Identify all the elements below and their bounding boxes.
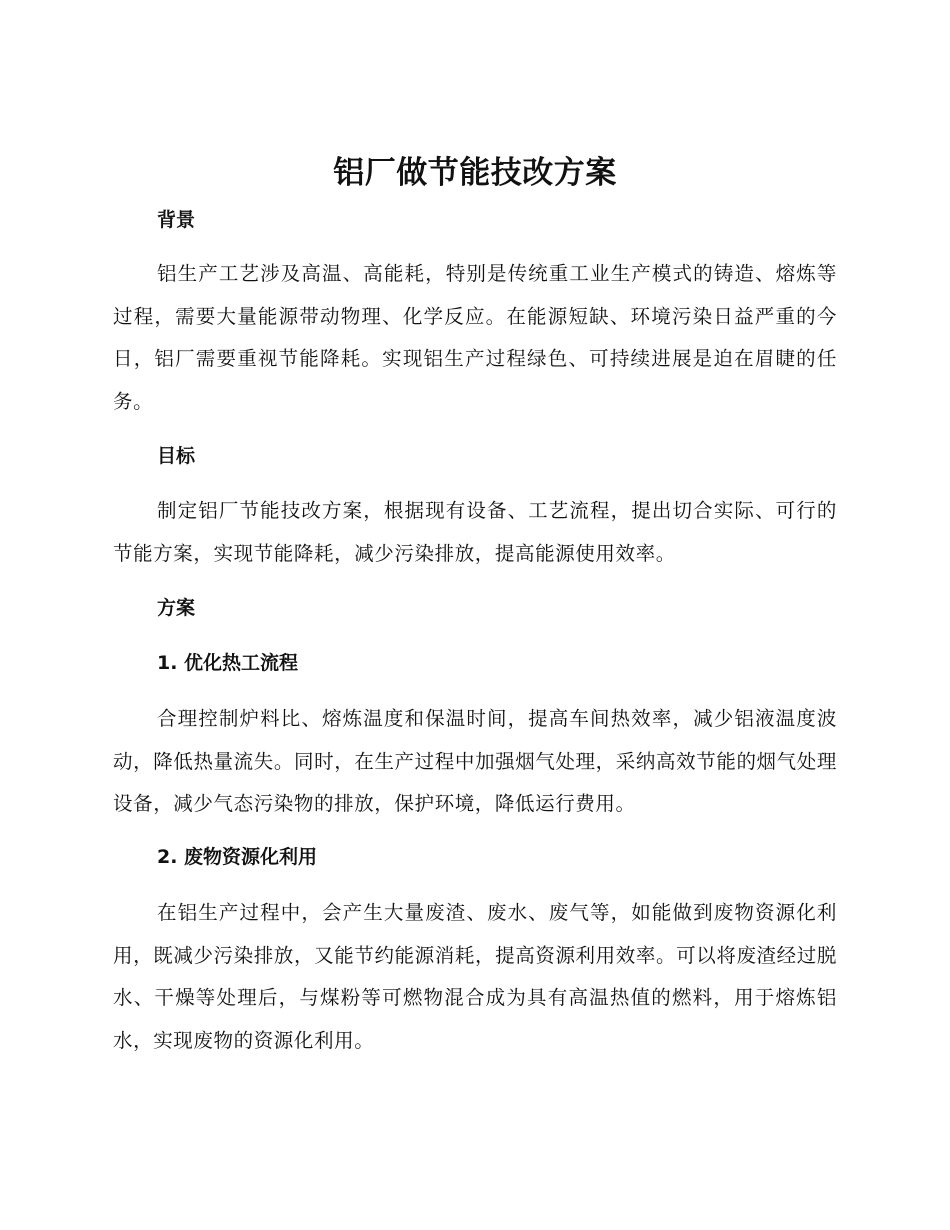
section-heading-plan: 方案 [157,597,196,619]
plan-item-paragraph-2: 在铝生产过程中，会产生大量废渣、废水、废气等，如能做到废物资源化利用，既减少污染排放，又能节约能源消耗，提高资源利用效率。可以将废渣经过脱水、干燥等处理后，与煤粉等可燃物混合成为具有高温热值的燃料，用于熔炼铝水，实现废物的资源化利用。 [113,901,837,1052]
section-heading-goal: 目标 [157,445,196,467]
plan-item-heading-1: 1. 优化热工流程 [157,652,299,674]
section-paragraph-goal: 制定铝厂节能技改方案，根据现有设备、工艺流程，提出切合实际、可行的节能方案，实现节能降耗，减少污染排放，提高能源使用效率。 [113,499,837,565]
plan-item-paragraph-1: 合理控制炉料比、熔炼温度和保温时间，提高车间热效率，减少铝液温度波动，降低热量流失。同时，在生产过程中加强烟气处理，采纳高效节能的烟气处理设备，减少气态污染物的排放，保护环境，降低运行费用。 [113,707,837,815]
document-title: 铝厂做节能技改方案 [333,155,617,191]
section-paragraph-background: 铝生产工艺涉及高温、高能耗，特别是传统重工业生产模式的铸造、熔炼等过程，需要大量能源带动物理、化学反应。在能源短缺、环境污染日益严重的今日，铝厂需要重视节能降耗。实现铝生产过程绿色、可持续进展是迫在眉睫的任务。 [113,262,837,413]
section-heading-background: 背景 [157,209,196,231]
plan-item-heading-2: 2. 废物资源化利用 [157,846,318,868]
